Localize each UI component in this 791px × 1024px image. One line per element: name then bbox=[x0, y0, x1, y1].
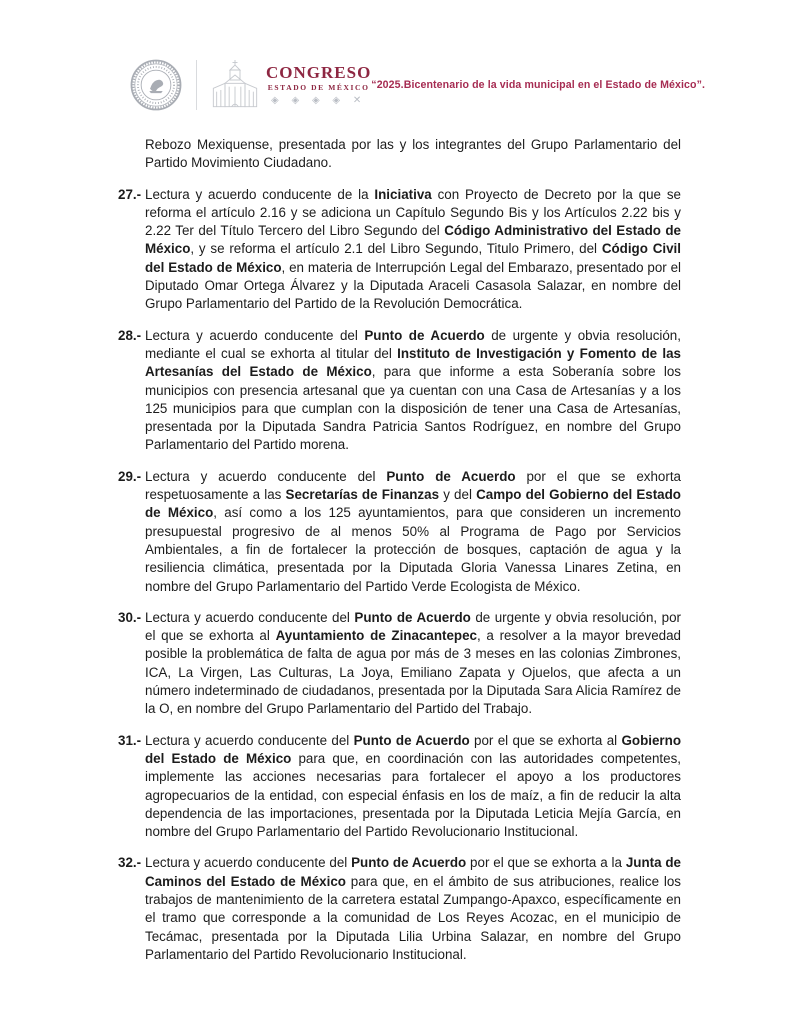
text-segment: por el que se exhorta al bbox=[469, 732, 622, 748]
text-segment: Lectura y acuerdo conducente del bbox=[145, 732, 354, 748]
text-segment: Lectura y acuerdo conducente del bbox=[145, 609, 355, 625]
bold-text-segment: Junta de Caminos del Estado de México bbox=[145, 855, 682, 889]
ornament-diamonds-icon: ◈ ◈ ◈ ◈ ✕ bbox=[271, 94, 367, 106]
item-number: 27.- bbox=[118, 186, 142, 202]
bold-text-segment: Secretarías de Finanzas bbox=[285, 487, 440, 503]
text-segment: , para que informe a esta Soberanía sobre los municipios con presencia artesanal que ya cuentan con una Casa de Artesanías y a los 125 municipios para que cumplan con la disposición de tener una Casa de Artesanías, presentada por la Diputada Sandra Patricia Santos Rodríguez, en nombre del Grupo Parlamentario del Partido morena. bbox=[145, 364, 681, 453]
bold-text-segment: Iniciativa bbox=[374, 186, 432, 202]
document-body bbox=[118, 136, 681, 977]
congress-wordmark-block bbox=[266, 64, 371, 106]
text-segment: , así como a los 125 ayuntamientos, para que consideren un incremento presupuestal progresivo de al menos 50% al Programa de Pago por Servicios Ambientales, a fin de fortalecer la protección de bosques, captación de agua y la resiliencia climática, presentada por la Diputada Gloria Vanessa Linares Zetina, en nombre del Grupo Parlamentario del Partido Verde Ecologista de México. bbox=[145, 505, 681, 594]
item-number: 31.- bbox=[118, 732, 142, 748]
agenda-item-27 bbox=[118, 186, 681, 314]
bold-text-segment: Punto de Acuerdo bbox=[353, 732, 470, 748]
bold-text-segment: Punto de Acuerdo bbox=[386, 468, 516, 484]
text-segment: Lectura y acuerdo conducente del bbox=[145, 327, 365, 343]
agenda-item-30 bbox=[118, 609, 681, 719]
item-text bbox=[145, 854, 681, 964]
item-number: 30.- bbox=[118, 609, 142, 625]
bold-text-segment: Campo del Gobierno del Estado de México bbox=[145, 487, 681, 521]
text-segment: , a resolver a la mayor brevedad posible la problemática de falta de agua por más de 3 meses en las colonias Zimbrones, ICA, La Virgen, Las Culturas, La Joya, Emiliano Zapata y Ojuelos, que afecta a un número indeterminado de ciudadanos, presentada por la Diputada Sara Alicia Ramírez de la O, en nombre del Grupo Parlamentario del Partido del Trabajo. bbox=[145, 628, 681, 717]
congress-building-icon bbox=[210, 57, 260, 113]
legislature-seal-icon bbox=[130, 59, 182, 111]
bold-text-segment: Código Civil del Estado de México bbox=[145, 241, 681, 275]
congress-subtitle: ESTADO DE MÉXICO bbox=[267, 83, 370, 93]
text-segment: Lectura y acuerdo conducente de la bbox=[145, 186, 375, 202]
text-segment: y del bbox=[439, 487, 477, 503]
header-divider bbox=[196, 60, 197, 110]
bold-text-segment: Ayuntamiento de Zinacantepec bbox=[275, 628, 477, 644]
item-text bbox=[145, 327, 681, 455]
bold-text-segment: Gobierno del Estado de México bbox=[145, 732, 681, 766]
text-segment: de urgente y obvia resolución, por el que se exhorta al bbox=[145, 609, 681, 644]
text-segment: con Proyecto de Decreto por la que se reforma el artículo 2.16 y se adiciona un Capítulo Segundo Bis y los Artículos 2.22 bis y 2.22 Ter del Título Tercero del Libro Segundo del bbox=[145, 186, 681, 239]
header-motto: “2025.Bicentenario de la vida municipal en el Estado de México”. bbox=[371, 79, 706, 91]
agenda-item-28 bbox=[118, 327, 681, 455]
text-segment: por el que se exhorta a la bbox=[466, 855, 626, 871]
item-text bbox=[145, 186, 681, 314]
text-segment: de urgente y obvia resolución, mediante el cual se exhorta al titular del bbox=[145, 327, 681, 361]
text-segment: Lectura y acuerdo conducente del bbox=[145, 855, 352, 871]
bold-text-segment: Punto de Acuerdo bbox=[351, 855, 467, 871]
bold-text-segment: Punto de Acuerdo bbox=[364, 327, 485, 343]
text-segment: para que, en coordinación con las autoridades competentes, implemente las acciones necesarias para fortalecer el apoyo a los productores agropecuarios de la entidad, con especial énfasis en los de maíz, a fin de reducir la alta dependencia de las importaciones, presentada por la Diputada Leticia Mejía García, en nombre del Grupo Parlamentario del Partido Revolucionario Institucional. bbox=[145, 750, 681, 840]
bold-text-segment: Punto de Acuerdo bbox=[354, 609, 471, 625]
item-number: 32.- bbox=[118, 855, 142, 871]
agenda-item-29 bbox=[118, 468, 681, 596]
text-segment: para que, en el ámbito de sus atribuciones, realice los trabajos de mantenimiento de la carretera estatal Zumpango-Apaxco, específicamente en el tramo que corresponde a la comunidad de Los Reyes Acozac, en el municipio de Tecámac, presentada por la Diputada Lilia Urbina Salazar, en nombre del Grupo Parlamentario del Partido Revolucionario Institucional. bbox=[145, 873, 681, 962]
text-segment: , y se reforma el artículo 2.1 del Libro Segundo, Titulo Primero, del bbox=[190, 241, 602, 257]
agenda-items-list bbox=[118, 186, 681, 965]
bold-text-segment: Instituto de Investigación y Fomento de las Artesanías del Estado de México bbox=[145, 345, 681, 380]
text-segment: Rebozo Mexiquense, presentada por las y los integrantes del Grupo Parlamentario del Partido Movimiento Ciudadano. bbox=[145, 137, 681, 171]
text-segment: por el que se exhorta respetuosamente a las bbox=[145, 468, 681, 503]
agenda-item-32 bbox=[118, 854, 681, 964]
item-number: 29.- bbox=[118, 468, 142, 484]
bold-text-segment: Código Administrativo del Estado de México bbox=[145, 223, 682, 257]
item-text bbox=[145, 468, 681, 596]
intro-paragraph bbox=[145, 136, 681, 173]
text-segment: Lectura y acuerdo conducente del bbox=[145, 468, 387, 484]
document-header bbox=[130, 54, 706, 116]
congress-wordmark: CONGRESO bbox=[266, 63, 372, 83]
agenda-item-31 bbox=[118, 732, 681, 842]
item-text bbox=[145, 609, 681, 719]
item-text bbox=[145, 732, 681, 842]
text-segment: , en materia de Interrupción Legal del Embarazo, presentado por el Diputado Omar Ortega Álvarez y la Diputada Araceli Casasola Salazar, en nombre del Grupo Parlamentario del Partido de la Revolución Democrática. bbox=[145, 259, 681, 312]
item-number: 28.- bbox=[118, 327, 142, 343]
